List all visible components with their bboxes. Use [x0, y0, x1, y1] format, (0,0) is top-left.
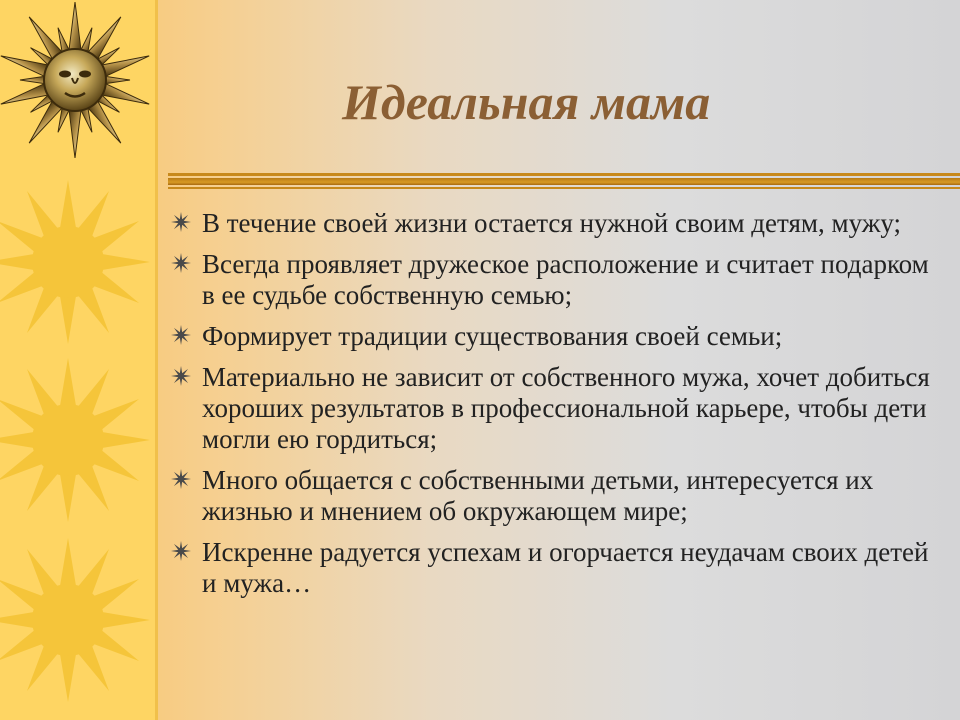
bullet-text: Формирует традиции существования своей семьи;: [202, 321, 783, 351]
star-burst-icon: [170, 211, 192, 233]
list-item: [168, 537, 948, 599]
bullet-text: Много общается с собственными детьми, интересуется их жизнью и мнением об окружающем мире;: [202, 465, 874, 526]
gold-divider: [168, 170, 960, 192]
list-item: [168, 465, 948, 527]
star-burst-icon: [170, 365, 192, 387]
bullet-text: В течение своей жизни остается нужной своим детям, мужу;: [202, 208, 902, 238]
star-burst-icon: [170, 540, 192, 562]
list-item: [168, 249, 948, 311]
list-item: [168, 208, 948, 239]
sun-icon: [0, 0, 160, 720]
list-item: [168, 362, 948, 455]
list-item: [168, 321, 948, 352]
star-burst-icon: [170, 252, 192, 274]
bullet-list: [168, 208, 948, 609]
bullet-text: Всегда проявляет дружеское расположение и считает подарком в ее судьбе собственную семью;: [202, 249, 929, 310]
star-burst-icon: [170, 468, 192, 490]
star-burst-icon: [170, 324, 192, 346]
bullet-text: Материально не зависит от собственного мужа, хочет добиться хороших результатов в профессиональной карьере, чтобы дети могли ею гордиться;: [202, 362, 930, 454]
slide-title: Идеальная мама: [342, 74, 711, 130]
bullet-text: Искренне радуется успехам и огорчается неудачам своих детей и мужа…: [202, 537, 929, 598]
